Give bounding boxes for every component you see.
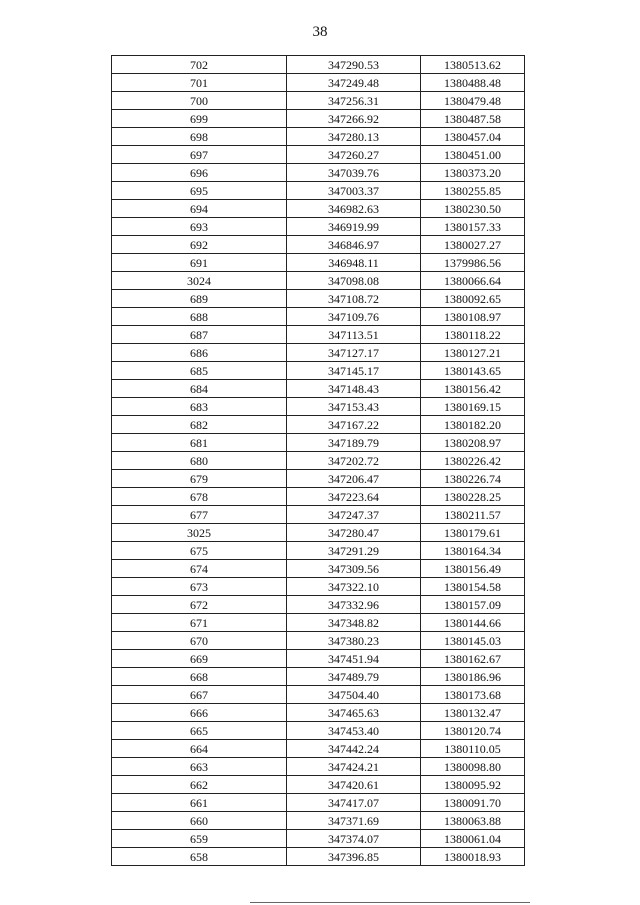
page-number: 38 [312,24,328,40]
table-row [112,326,525,344]
table-row [112,362,525,380]
y-coordinate-cell: 1380169.15 [421,398,525,416]
table-row [112,812,525,830]
point-number-cell: 667 [112,686,287,704]
point-number-cell: 694 [112,200,287,218]
point-number-cell: 698 [112,128,287,146]
y-coordinate-cell: 1380182.20 [421,416,525,434]
x-coordinate-cell: 347249.48 [287,74,421,92]
x-coordinate-cell: 347371.69 [287,812,421,830]
y-coordinate-cell: 1380143.65 [421,362,525,380]
x-coordinate-cell: 347256.31 [287,92,421,110]
table-row [112,416,525,434]
y-coordinate-cell: 1380066.64 [421,272,525,290]
point-number-cell: 660 [112,812,287,830]
point-number-cell: 689 [112,290,287,308]
table-row [112,110,525,128]
table-row [112,506,525,524]
y-coordinate-cell: 1380179.61 [421,524,525,542]
y-coordinate-cell: 1380091.70 [421,794,525,812]
point-number-cell: 669 [112,650,287,668]
table-row [112,56,525,74]
y-coordinate-cell: 1380063.88 [421,812,525,830]
x-coordinate-cell: 347108.72 [287,290,421,308]
table-row [112,290,525,308]
y-coordinate-cell: 1380226.42 [421,452,525,470]
coordinates-table [111,55,525,866]
point-number-cell: 686 [112,344,287,362]
point-number-cell: 693 [112,218,287,236]
table-row [112,758,525,776]
table-row [112,452,525,470]
point-number-cell: 671 [112,614,287,632]
table-row [112,848,525,866]
point-number-cell: 679 [112,470,287,488]
point-number-cell: 3025 [112,524,287,542]
table-row [112,830,525,848]
table-row [112,182,525,200]
x-coordinate-cell: 347260.27 [287,146,421,164]
y-coordinate-cell: 1380513.62 [421,56,525,74]
point-number-cell: 699 [112,110,287,128]
table-row [112,254,525,272]
point-number-cell: 677 [112,506,287,524]
point-number-cell: 666 [112,704,287,722]
y-coordinate-cell: 1380457.04 [421,128,525,146]
y-coordinate-cell: 1380173.68 [421,686,525,704]
point-number-cell: 663 [112,758,287,776]
x-coordinate-cell: 347280.47 [287,524,421,542]
point-number-cell: 661 [112,794,287,812]
point-number-cell: 696 [112,164,287,182]
x-coordinate-cell: 347145.17 [287,362,421,380]
point-number-cell: 702 [112,56,287,74]
y-coordinate-cell: 1380118.22 [421,326,525,344]
x-coordinate-cell: 346919.99 [287,218,421,236]
point-number-cell: 691 [112,254,287,272]
table-row [112,470,525,488]
table-row [112,200,525,218]
y-coordinate-cell: 1380018.93 [421,848,525,866]
table-row [112,92,525,110]
x-coordinate-cell: 347039.76 [287,164,421,182]
x-coordinate-cell: 346846.97 [287,236,421,254]
table-row [112,596,525,614]
x-coordinate-cell: 347453.40 [287,722,421,740]
y-coordinate-cell: 1380154.58 [421,578,525,596]
x-coordinate-cell: 347489.79 [287,668,421,686]
y-coordinate-cell: 1380092.65 [421,290,525,308]
coordinates-table-body [112,56,525,866]
y-coordinate-cell: 1380488.48 [421,74,525,92]
y-coordinate-cell: 1380373.20 [421,164,525,182]
point-number-cell: 668 [112,668,287,686]
x-coordinate-cell: 347266.92 [287,110,421,128]
x-coordinate-cell: 347167.22 [287,416,421,434]
table-row [112,776,525,794]
y-coordinate-cell: 1380127.21 [421,344,525,362]
x-coordinate-cell: 347189.79 [287,434,421,452]
table-row [112,794,525,812]
y-coordinate-cell: 1380162.67 [421,650,525,668]
x-coordinate-cell: 347280.13 [287,128,421,146]
x-coordinate-cell: 347420.61 [287,776,421,794]
x-coordinate-cell: 347098.08 [287,272,421,290]
x-coordinate-cell: 347290.53 [287,56,421,74]
x-coordinate-cell: 347291.29 [287,542,421,560]
table-row [112,614,525,632]
point-number-cell: 672 [112,596,287,614]
y-coordinate-cell: 1380451.00 [421,146,525,164]
y-coordinate-cell: 1380095.92 [421,776,525,794]
x-coordinate-cell: 347127.17 [287,344,421,362]
x-coordinate-cell: 347109.76 [287,308,421,326]
y-coordinate-cell: 1380156.42 [421,380,525,398]
x-coordinate-cell: 347113.51 [287,326,421,344]
x-coordinate-cell: 347332.96 [287,596,421,614]
x-coordinate-cell: 347247.37 [287,506,421,524]
point-number-cell: 683 [112,398,287,416]
x-coordinate-cell: 347206.47 [287,470,421,488]
x-coordinate-cell: 347380.23 [287,632,421,650]
table-row [112,218,525,236]
y-coordinate-cell: 1380144.66 [421,614,525,632]
y-coordinate-cell: 1380255.85 [421,182,525,200]
table-row [112,686,525,704]
y-coordinate-cell: 1380027.27 [421,236,525,254]
table-row [112,704,525,722]
x-coordinate-cell: 347223.64 [287,488,421,506]
point-number-cell: 681 [112,434,287,452]
x-coordinate-cell: 347309.56 [287,560,421,578]
table-row [112,560,525,578]
x-coordinate-cell: 346982.63 [287,200,421,218]
point-number-cell: 678 [112,488,287,506]
y-coordinate-cell: 1380228.25 [421,488,525,506]
y-coordinate-cell: 1380145.03 [421,632,525,650]
table-row [112,524,525,542]
table-row [112,668,525,686]
table-row [112,434,525,452]
table-row [112,650,525,668]
table-row [112,398,525,416]
y-coordinate-cell: 1380211.57 [421,506,525,524]
table-row [112,542,525,560]
point-number-cell: 688 [112,308,287,326]
point-number-cell: 682 [112,416,287,434]
x-coordinate-cell: 347153.43 [287,398,421,416]
x-coordinate-cell: 347424.21 [287,758,421,776]
point-number-cell: 697 [112,146,287,164]
x-coordinate-cell: 347396.85 [287,848,421,866]
point-number-cell: 673 [112,578,287,596]
y-coordinate-cell: 1380108.97 [421,308,525,326]
x-coordinate-cell: 346948.11 [287,254,421,272]
point-number-cell: 695 [112,182,287,200]
y-coordinate-cell: 1380156.49 [421,560,525,578]
table-row [112,128,525,146]
point-number-cell: 684 [112,380,287,398]
point-number-cell: 680 [112,452,287,470]
table-row [112,146,525,164]
point-number-cell: 700 [112,92,287,110]
y-coordinate-cell: 1380110.05 [421,740,525,758]
point-number-cell: 675 [112,542,287,560]
x-coordinate-cell: 347322.10 [287,578,421,596]
x-coordinate-cell: 347148.43 [287,380,421,398]
y-coordinate-cell: 1380061.04 [421,830,525,848]
point-number-cell: 664 [112,740,287,758]
y-coordinate-cell: 1380132.47 [421,704,525,722]
y-coordinate-cell: 1380479.48 [421,92,525,110]
y-coordinate-cell: 1380164.34 [421,542,525,560]
table-row [112,308,525,326]
x-coordinate-cell: 347504.40 [287,686,421,704]
table-row [112,236,525,254]
y-coordinate-cell: 1380186.96 [421,668,525,686]
x-coordinate-cell: 347417.07 [287,794,421,812]
x-coordinate-cell: 347348.82 [287,614,421,632]
table-row [112,272,525,290]
point-number-cell: 674 [112,560,287,578]
x-coordinate-cell: 347003.37 [287,182,421,200]
table-row [112,632,525,650]
bottom-rule [250,902,530,903]
y-coordinate-cell: 1380230.50 [421,200,525,218]
x-coordinate-cell: 347442.24 [287,740,421,758]
point-number-cell: 687 [112,326,287,344]
x-coordinate-cell: 347374.07 [287,830,421,848]
point-number-cell: 662 [112,776,287,794]
point-number-cell: 665 [112,722,287,740]
table-row [112,722,525,740]
y-coordinate-cell: 1380487.58 [421,110,525,128]
y-coordinate-cell: 1380208.97 [421,434,525,452]
table-row [112,344,525,362]
point-number-cell: 685 [112,362,287,380]
y-coordinate-cell: 1380098.80 [421,758,525,776]
table-row [112,488,525,506]
table-row [112,164,525,182]
y-coordinate-cell: 1380120.74 [421,722,525,740]
y-coordinate-cell: 1380157.33 [421,218,525,236]
y-coordinate-cell: 1379986.56 [421,254,525,272]
table-row [112,578,525,596]
x-coordinate-cell: 347202.72 [287,452,421,470]
point-number-cell: 659 [112,830,287,848]
point-number-cell: 692 [112,236,287,254]
table-row [112,380,525,398]
point-number-cell: 3024 [112,272,287,290]
table-row [112,740,525,758]
x-coordinate-cell: 347465.63 [287,704,421,722]
point-number-cell: 701 [112,74,287,92]
y-coordinate-cell: 1380157.09 [421,596,525,614]
point-number-cell: 658 [112,848,287,866]
table-row [112,74,525,92]
x-coordinate-cell: 347451.94 [287,650,421,668]
y-coordinate-cell: 1380226.74 [421,470,525,488]
point-number-cell: 670 [112,632,287,650]
